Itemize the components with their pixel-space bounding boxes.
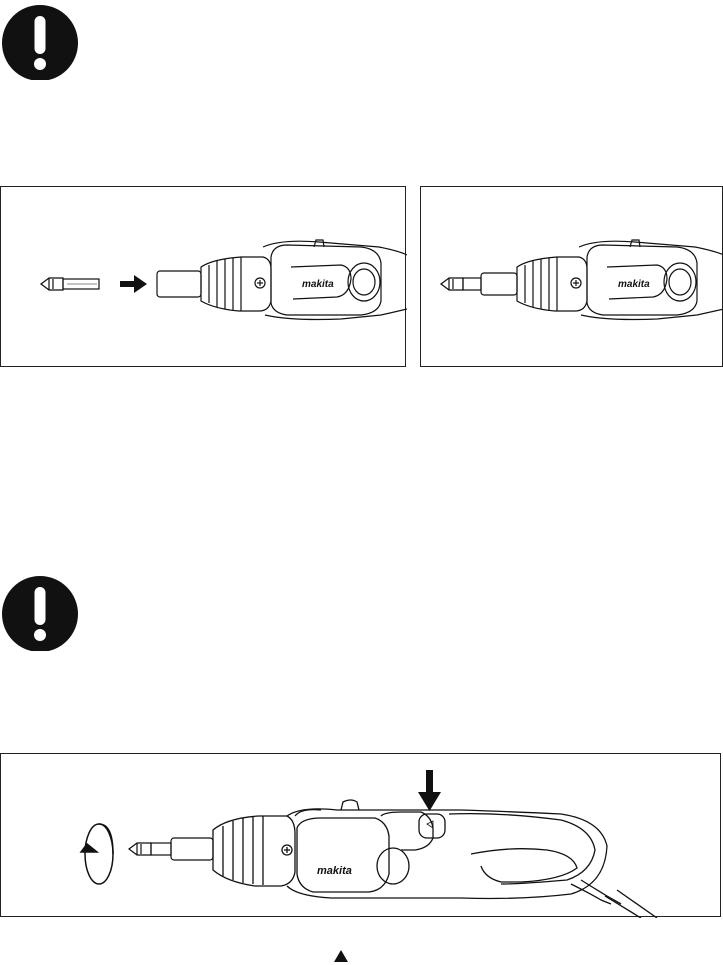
arrow-down-icon — [418, 770, 441, 811]
arrow-right-icon — [120, 275, 147, 293]
screwdriver-body — [157, 240, 407, 320]
screwdriver-bit — [41, 278, 99, 290]
figure-bit-installed — [420, 186, 723, 367]
rotate-counterclockwise-icon — [81, 824, 113, 884]
screwdriver-bit — [129, 838, 213, 860]
figure-switch-operation — [0, 753, 721, 917]
makita-logo: makita — [302, 279, 334, 290]
screwdriver-bit — [441, 273, 517, 295]
screwdriver-body — [213, 800, 657, 918]
triangle-up-icon — [333, 949, 349, 963]
warning-icon-middle — [0, 571, 80, 651]
figure-bit-insertion — [0, 186, 406, 367]
makita-logo: makita — [317, 865, 352, 877]
warning-icon-top — [0, 0, 80, 80]
makita-logo: makita — [618, 279, 650, 290]
